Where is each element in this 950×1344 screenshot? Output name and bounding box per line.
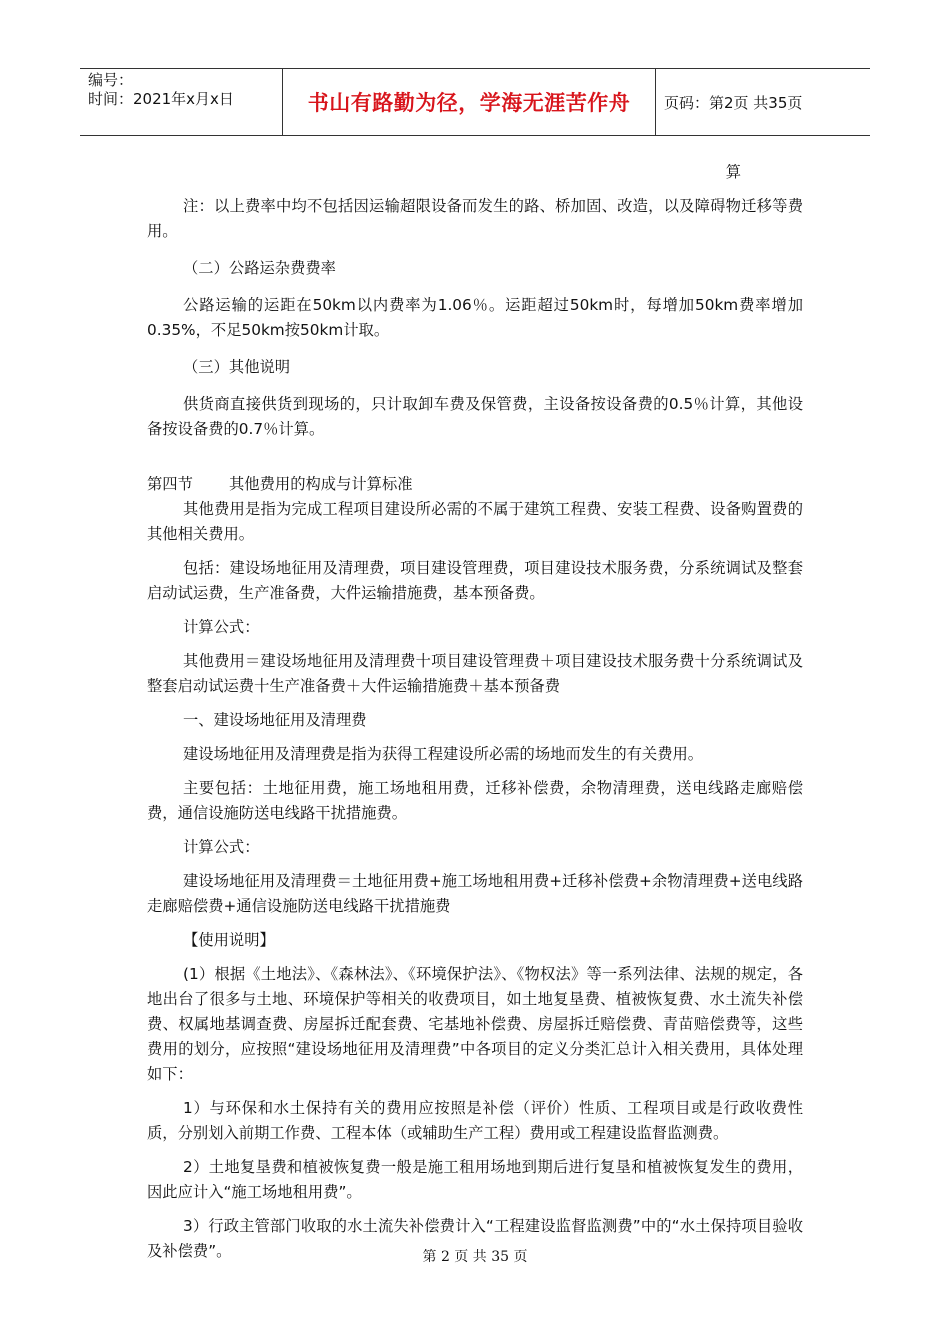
- document-body: [147, 160, 803, 1264]
- paragraph-main-items: 主要包括：土地征用费，施工场地租用费，迁移补偿费，余物清理费，送电线路走廊赔偿费，通信设施防送电线路干扰措施费。: [147, 779, 803, 822]
- header-middle-cell: [282, 69, 656, 135]
- paragraph-road-transport: 公路运输的运距在50km以内费率为1.06％。运距超过50km时，每增加50km费率增加0.35%，不足50km按50km计取。: [147, 296, 803, 339]
- date-label: 时间：2021年x月x日: [88, 90, 234, 108]
- paragraph-includes: 包括：建设场地征用及清理费，项目建设管理费，项目建设技术服务费，分系统调试及整套启动试运费，生产准备费，大件运输措施费，基本预备费。: [147, 559, 803, 602]
- section-title: 其他费用的构成与计算标准: [229, 475, 413, 493]
- header-right-cell: [656, 69, 870, 135]
- subheading-site-acquisition: 一、建设场地征用及清理费: [183, 711, 367, 729]
- serial-label: 编号：: [88, 71, 134, 89]
- usage-note-1-item-2: 2）土地复垦费和植被恢复费一般是施工租用场地到期后进行复垦和植被恢复发生的费用，因此应计入“施工场地租用费”。: [147, 1158, 803, 1201]
- formula-site-acquisition: 建设场地征用及清理费＝土地征用费+施工场地租用费+迁移补偿费+余物清理费+送电线路走廊赔偿费+通信设施防送电线路干扰措施费: [147, 872, 803, 915]
- formula-label-2: 计算公式：: [183, 838, 260, 856]
- header-motto: 书山有路勤为径，学海无涯苦作舟: [307, 91, 631, 115]
- usage-note-1-item-1: 1）与环保和水土保持有关的费用应按照是补偿（评价）性质、工程项目或是行政收费性质，分别划入前期工作费、工程本体（或辅助生产工程）费用或工程建设监督监测费。: [147, 1099, 803, 1142]
- continuation-text: 算: [725, 163, 741, 181]
- section-heading: [147, 472, 803, 497]
- usage-note-1-item-3: 3）行政主管部门收取的水土流失补偿费计入“工程建设监督监测费”中的“水土保持项目验收及补偿费”。: [147, 1217, 803, 1260]
- page-footer: 第 2 页 共 35 页: [422, 1249, 528, 1265]
- subheading-other-notes: （三）其他说明: [183, 358, 291, 376]
- formula-label: 计算公式：: [183, 618, 260, 636]
- paragraph-site-acquisition-definition: 建设场地征用及清理费是指为获得工程建设所必需的场地而发生的有关费用。: [183, 745, 704, 763]
- page-header: [80, 68, 870, 136]
- page-label: 页码：第2页 共35页: [664, 93, 803, 112]
- subheading-road-freight-rate: （二）公路运杂费费率: [183, 259, 336, 277]
- usage-notes-heading: 【使用说明】: [183, 931, 275, 949]
- header-left-cell: [80, 69, 282, 135]
- paragraph-other-costs-definition: 其他费用是指为完成工程项目建设所必需的不属于建筑工程费、安装工程费、设备购置费的其他相关费用。: [147, 500, 803, 543]
- usage-note-1: (1）根据《土地法》、《森林法》、《环境保护法》、《物权法》等一系列法律、法规的规定，各地出台了很多与土地、环境保护等相关的收费项目，如土地复垦费、植被恢复费、水土流失补偿费、权属地基调查费、房屋拆迁配套费、宅基地补偿费、房屋拆迁赔偿费、青苗赔偿费等，这些费用的划分，应按照“建设场地征用及清理费”中各项目的定义分类汇总计入相关费用，具体处理如下：: [147, 965, 803, 1083]
- section-number: 第四节: [147, 475, 193, 493]
- note-paragraph: 注：以上费率中均不包括因运输超限设备而发生的路、桥加固、改造，以及障碍物迁移等费用。: [147, 197, 803, 240]
- paragraph-supplier-delivery: 供货商直接供货到现场的，只计取卸车费及保管费，主设备按设备费的0.5％计算，其他设备按设备费的0.7％计算。: [147, 395, 803, 438]
- formula-other-costs: 其他费用＝建设场地征用及清理费十项目建设管理费＋项目建设技术服务费十分系统调试及整套启动试运费十生产准备费＋大件运输措施费＋基本预备费: [147, 652, 803, 695]
